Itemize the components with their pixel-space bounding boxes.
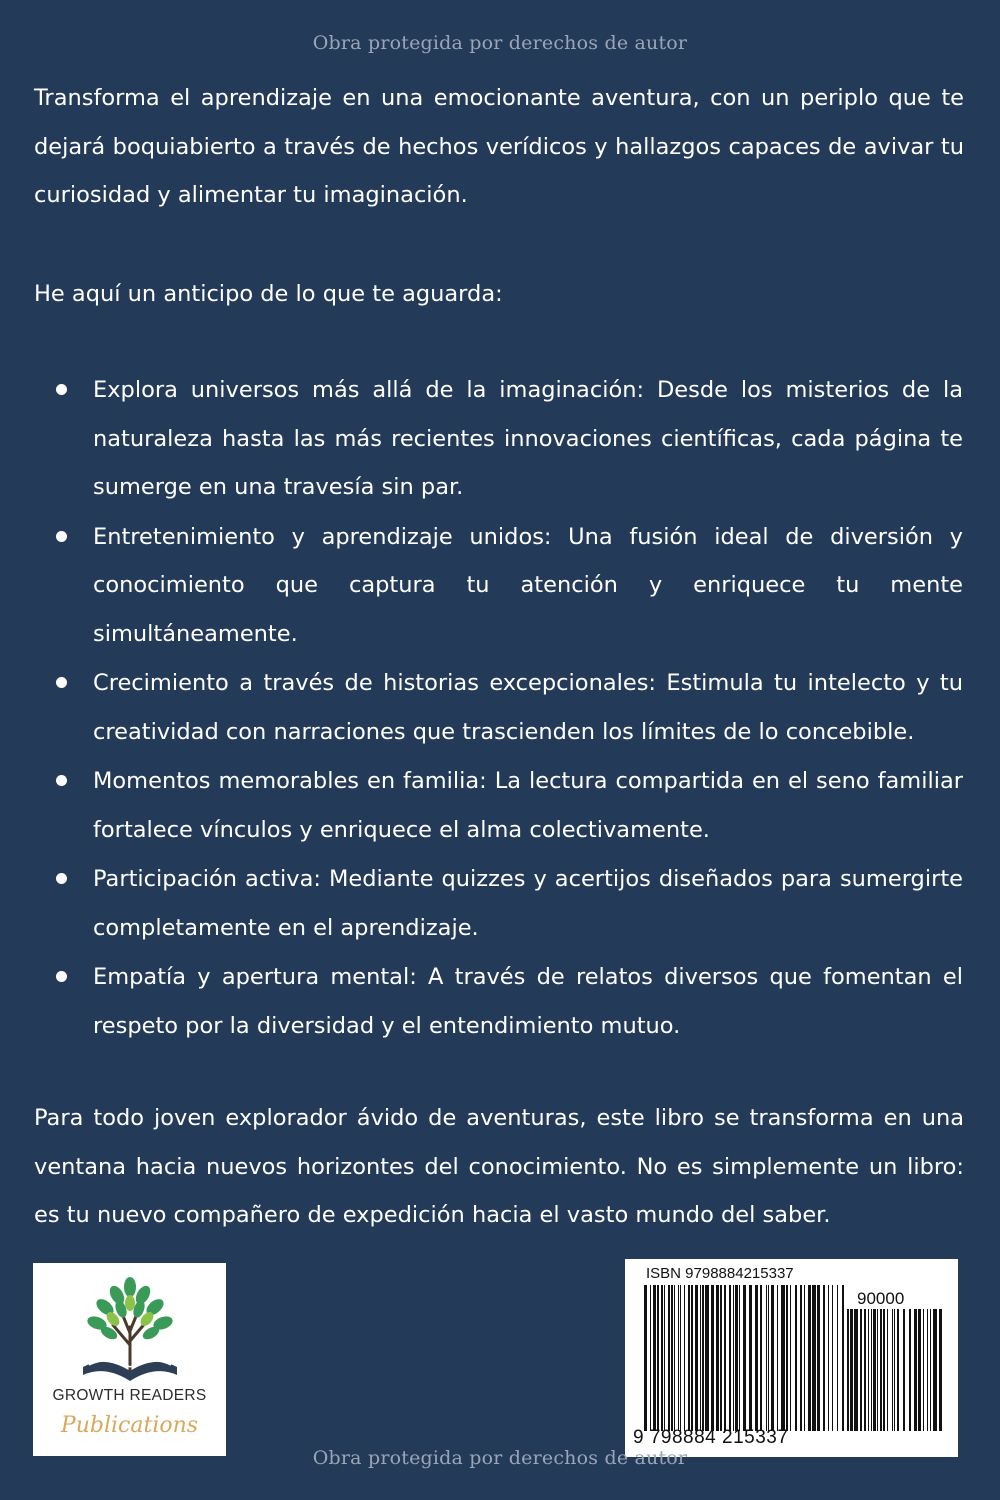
copyright-watermark-top: Obra protegida por derechos de autor [312,32,688,54]
bullet-dot-icon [56,775,67,786]
bullet-dot-icon [56,873,67,884]
feature-list [0,366,1000,1051]
list-item [0,366,1000,512]
isbn-digits: 9 798884 215337 [633,1427,789,1448]
price-code: 90000 [857,1289,905,1308]
barcode-bars-addon [847,1309,942,1431]
list-item-text: Explora universos más allá de la imaginación: Desde los misterios de la naturaleza hasta las más recientes innovaciones científicas, cada página te sumerge en una travesía sin par. [93,377,963,500]
isbn-label: ISBN 9798884215337 [646,1265,794,1282]
closing-paragraph: Para todo joven explorador ávido de aventuras, este libro se transforma en una ventana hacia nuevos horizontes del conocimiento. No es simplemente un libro: es tu nuevo compañero de expedición hacia el vasto mundo del saber. [34,1105,964,1228]
intro-paragraph: Transforma el aprendizaje en una emocionante aventura, con un periplo que te dejará boquiabierto a través de hechos verídicos y hallazgos capaces de avivar tu curiosidad y alimentar tu imaginación. [34,85,964,208]
list-item [0,757,1000,854]
tree-book-icon [75,1275,185,1385]
list-item [0,953,1000,1050]
list-item-text: Entretenimiento y aprendizaje unidos: Una fusión ideal de diversión y conocimiento que captura tu atención y enriquece tu mente simultáneamente. [93,523,963,647]
bullet-dot-icon [56,971,67,982]
bullet-dot-icon [56,531,67,542]
publisher-subtitle: Publications [60,1413,199,1438]
publisher-logo [33,1263,226,1456]
lead-paragraph: He aquí un anticipo de lo que te aguarda: [34,281,503,307]
list-item-text: Participación activa: Mediante quizzes y acertijos diseñados para sumergirte completamente en el aprendizaje. [93,866,963,941]
list-item [0,513,1000,659]
list-item [0,659,1000,756]
list-item [0,855,1000,952]
copyright-watermark-bottom: Obra protegida por derechos de autor [312,1447,688,1469]
isbn-barcode [625,1259,958,1457]
list-item-text: Empatía y apertura mental: A través de relatos diversos que fomentan el respeto por la diversidad y el entendimiento mutuo. [93,964,963,1039]
list-item-text: Crecimiento a través de historias excepcionales: Estimula tu intelecto y tu creatividad con narraciones que trascienden los límites de lo concebible. [93,670,963,745]
list-item-text: Momentos memorables en familia: La lectura compartida en el seno familiar fortalece vínculos y enriquece el alma colectivamente. [93,768,963,843]
publisher-name: GROWTH READERS [52,1387,207,1404]
bullet-dot-icon [56,384,67,395]
bullet-dot-icon [56,677,67,688]
barcode-bars-main [644,1285,844,1431]
